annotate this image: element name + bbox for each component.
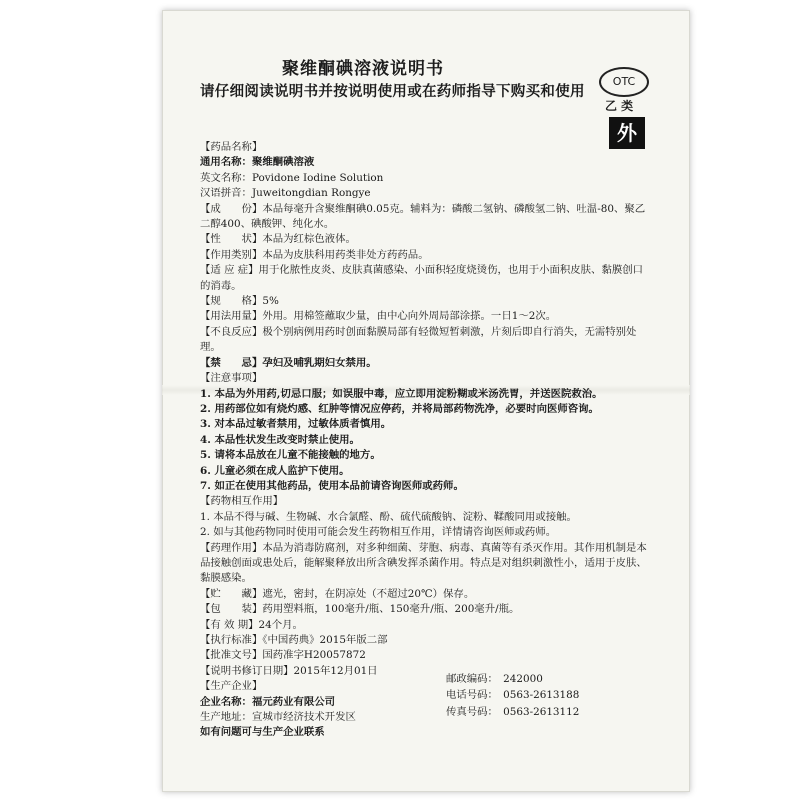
- section-category: 【作用类别】本品为皮肤科用药类非处方药药品。: [200, 248, 429, 261]
- document-body: [200, 140, 648, 741]
- section-composition: 【成 份】本品每毫升含聚维酮碘0.05克。辅料为：磷酸二氢钠、磷酸氢二钠、吐温-80、聚乙二醇400、碘酸钾、纯化水。: [200, 202, 646, 231]
- section-storage: 【贮 藏】遮光，密封，在阴凉处（不超过20℃）保存。: [200, 587, 475, 600]
- section-adverse-reactions: 【不良反应】极个别病例用药时创面黏膜局部有轻微短暂刺激，片刻后即自行消失，无需特别处理。: [200, 325, 637, 354]
- caution-item: 7. 如正在使用其他药品，使用本品前请咨询医师或药师。: [200, 479, 464, 492]
- external-use-badge: 外: [609, 117, 645, 149]
- caution-item: 5. 请将本品放在儿童不能接触的地方。: [200, 449, 381, 462]
- revision-row: [200, 664, 648, 685]
- caution-item: 4. 本品性状发生改变时禁止使用。: [200, 433, 360, 446]
- section-revision-date: 【说明书修订日期】2015年12月01日: [200, 664, 378, 677]
- postcode: 邮政编码： 242000: [446, 672, 543, 685]
- english-name: 英文名称：Povidone Iodine Solution: [200, 171, 384, 184]
- section-pharmacology: 【药理作用】本品为消毒防腐剂，对多种细菌、芽胞、病毒、真菌等有杀灭作用。其作用机制是本品接触创面或患处后，能解聚释放出所含碘发挥杀菌作用。特点是对组织刺激性小，适用于皮肤、黏膜感染。: [200, 541, 647, 585]
- fax-number: 传真号码： 0563-2613112: [446, 706, 580, 719]
- company-row: [200, 688, 648, 710]
- section-character: 【性 状】本品为红棕色液体。: [200, 233, 356, 246]
- caution-item: 2. 用药部位如有烧灼感、红肿等情况应停药，并将局部药物洗净，必要时向医师咨询。: [200, 402, 599, 415]
- caution-item: 3. 对本品过敏者禁用，过敏体质者慎用。: [200, 418, 392, 431]
- interaction-item: 1. 本品不得与碱、生物碱、水合氯醛、酚、硫代硫酸钠、淀粉、鞣酸同用或接触。: [200, 510, 577, 523]
- generic-name: 通用名称：聚维酮碘溶液: [200, 156, 315, 169]
- section-package: 【包 装】药用塑料瓶，100毫升/瓶、150毫升/瓶、200毫升/瓶。: [200, 603, 520, 616]
- address-row: [200, 706, 648, 725]
- pinyin-name: 汉语拼音：Juweitongdian Rongye: [200, 187, 371, 200]
- caution-item: 6. 儿童必须在成人监护下使用。: [200, 464, 350, 477]
- section-drug-name-header: 【药品名称】: [200, 141, 263, 153]
- section-indication: 【适 应 症】用于化脓性皮炎、皮肤真菌感染、小面积轻度烧烫伤，也用于小面积皮肤、黏膜创口的消毒。: [200, 264, 644, 292]
- section-cautions-header: 【注意事项】: [200, 372, 263, 385]
- document-title: 聚维酮碘溶液说明书: [282, 59, 444, 79]
- phone-number: 电话号码： 0563-2613188: [446, 688, 580, 701]
- section-standard: 【执行标准】《中国药典》2015年版二部: [200, 634, 388, 646]
- section-approval: 【批准文号】国药准字H20057872: [200, 649, 366, 662]
- production-address: 生产地址：宣城市经济技术开发区: [200, 711, 356, 724]
- company-name: 企业名称：福元药业有限公司: [200, 695, 336, 708]
- interaction-item: 2. 如与其他药物同时使用可能会发生药物相互作用，详情请咨询医师或药师。: [200, 526, 557, 539]
- document-subtitle: 请仔细阅读说明书并按说明使用或在药师指导下购买和使用: [200, 83, 585, 100]
- instruction-sheet: [162, 10, 690, 792]
- section-spec: 【规 格】5%: [200, 295, 279, 308]
- section-interactions-header: 【药物相互作用】: [200, 495, 284, 508]
- contact-note: 如有问题可与生产企业联系: [200, 726, 325, 739]
- section-validity: 【有 效 期】24个月。: [200, 618, 303, 631]
- caution-item: 1. 本品为外用药,切忌口服；如误服中毒，应立即用淀粉糊或米汤洗胃，并送医院救治。: [200, 387, 603, 400]
- manufacturer-header-row: [200, 679, 648, 694]
- otc-class-label: 乙 类: [605, 99, 634, 113]
- otc-badge: OTC: [599, 67, 649, 97]
- section-manufacturer-header: 【生产企业】: [200, 680, 263, 693]
- section-contraindications: 【禁 忌】孕妇及哺乳期妇女禁用。: [200, 356, 377, 369]
- section-usage: 【用法用量】外用。用棉签蘸取少量，由中心向外周局部涂搽。一日1～2次。: [200, 310, 557, 323]
